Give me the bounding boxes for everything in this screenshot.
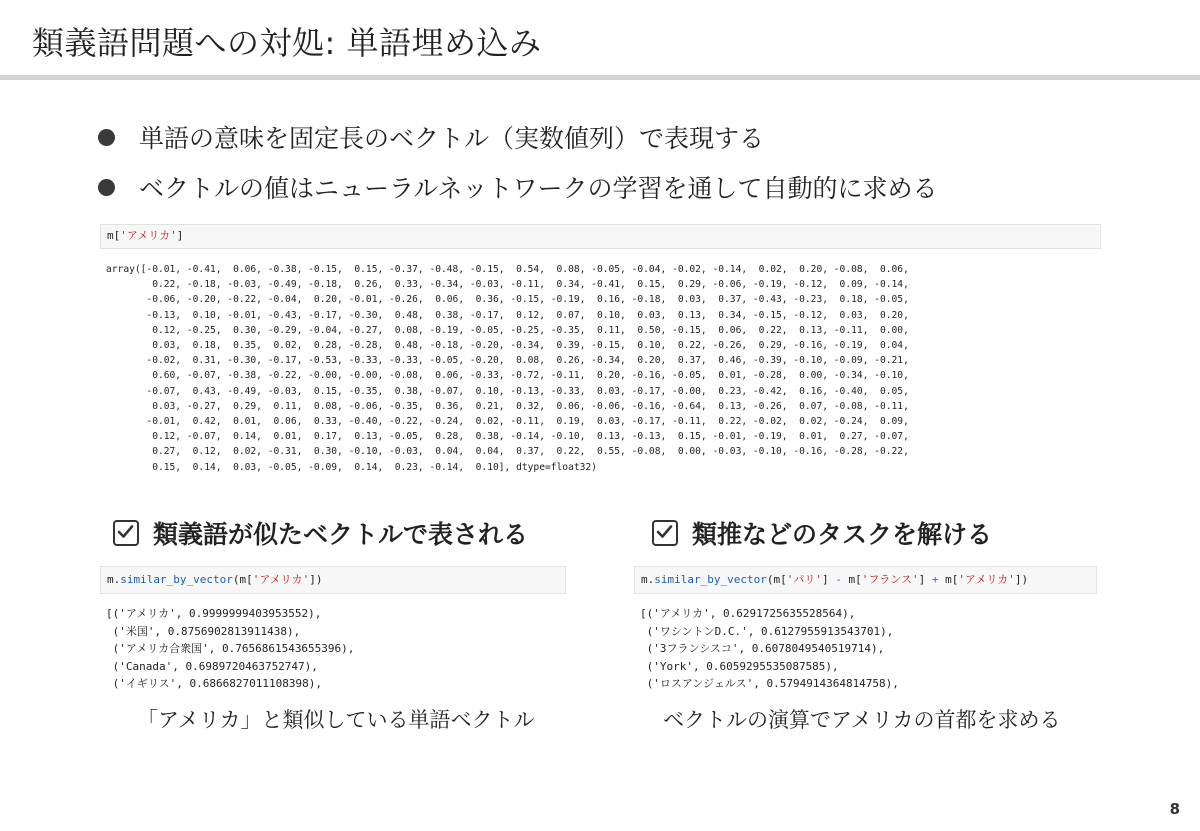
code-text: (m[	[232, 573, 253, 586]
code-text: m[	[107, 229, 121, 242]
checkbox-icon	[113, 520, 139, 546]
heading-text: 類義語が似たベクトルで表される	[153, 520, 529, 549]
bullet-text: ベクトルの値はニューラルネットワークの学習を通して自動的に求める	[139, 174, 938, 203]
code-string: 'パリ'	[786, 573, 822, 586]
code-function: similar_by_vector	[654, 573, 767, 586]
code-text: m[	[841, 573, 862, 586]
bullet-text: 単語の意味を固定長のベクトル（実数値列）で表現する	[139, 124, 765, 153]
code-string: 'フランス'	[861, 573, 919, 586]
code-string: 'アメリカ'	[958, 573, 1015, 586]
bullet-list	[98, 112, 938, 212]
right-section-heading	[652, 515, 992, 551]
right-caption: ベクトルの演算でアメリカの首都を求める	[663, 708, 1061, 732]
bullet-item	[98, 112, 938, 162]
slide-title: 類義語問題への対処: 単語埋め込み	[32, 24, 542, 62]
code-text: ])	[309, 573, 323, 586]
left-code-cell-output: [('アメリカ', 0.9999999403953552), ('米国', 0.8756902813911438), ('アメリカ合衆国', 0.7656861543655396), ('Canada', 0.6989720463752747), ('イギリス', 0.6866827011108398),	[106, 607, 355, 690]
bullet-item	[98, 162, 938, 212]
code-string: 'アメリカ'	[252, 573, 310, 586]
left-caption: 「アメリカ」と類似している単語ベクトル	[137, 708, 535, 732]
code-text: ]	[821, 573, 836, 586]
page-number: 8	[1169, 800, 1180, 818]
code-string: 'アメリカ'	[120, 229, 177, 242]
heading-text: 類推などのタスクを解ける	[692, 520, 993, 549]
code-text: (m[	[766, 573, 787, 586]
bullet-dot-icon	[98, 179, 115, 196]
main-code-cell-output: array([-0.01, -0.41, 0.06, -0.38, -0.15, 0.15, -0.37, -0.48, -0.15, 0.54, 0.08, -0.05, -0.04, -0.02, -0.14, 0.02, 0.20, -0.08, 0.06, 0.22, -0.18, -0.03, -0.49, -0.18, 0.26, 0.33, -0.34, -0.03, -0.11, 0.34, -0.41, 0.15, 0.29, -0.06, -0.19, -0.12, 0.09, -0.14, -0.06, -0.20, -0.22, -0.04, 0.20, -0.01, -0.26, 0.06, 0.36, -0.15, -0.19, 0.16, -0.18, 0.03, 0.37, -0.43, -0.23, 0.18, -0.05, -0.13, 0.10, -0.01, -0.43, -0.17, -0.30, 0.48, 0.38, -0.17, 0.12, 0.07, 0.10, 0.03, 0.13, 0.34, -0.15, -0.12, 0.03, 0.20, 0.12, -0.25, 0.30, -0.29, -0.04, -0.27, 0.08, -0.19, -0.05, -0.25, -0.35, 0.11, 0.50, -0.15, 0.06, 0.22, 0.13, -0.11, 0.00, 0.03, 0.18, 0.35, 0.02, 0.28, -0.28, 0.48, -0.18, -0.20, -0.34, 0.39, -0.15, 0.10, 0.22, -0.26, 0.29, -0.16, -0.19, 0.04, -0.02, 0.31, -0.30, -0.17, -0.53, -0.33, -0.33, -0.05, -0.20, 0.08, 0.26, -0.34, 0.20, 0.37, 0.46, -0.39, -0.10, -0.09, -0.21, 0.60, -0.07, -0.38, -0.22, -0.00, -0.00, -0.08, 0.06, -0.33, -0.72, -0.11, 0.20, -0.16, -0.05, 0.01, -0.28, 0.00, -0.34, -0.10, -0.07, 0.43, -0.49, -0.03, 0.15, -0.35, 0.38, -0.07, 0.10, -0.13, -0.33, 0.03, -0.17, -0.00, 0.23, -0.42, 0.16, -0.40, 0.05, 0.03, -0.27, 0.29, 0.11, 0.08, -0.06, -0.35, 0.36, 0.21, 0.32, 0.06, -0.06, -0.16, -0.64, 0.13, -0.26, 0.07, -0.08, -0.11, -0.01, 0.42, 0.01, 0.06, 0.33, -0.40, -0.22, -0.24, 0.02, -0.11, 0.19, 0.03, -0.17, -0.11, 0.22, -0.02, 0.02, -0.24, 0.09, 0.12, -0.07, 0.14, 0.01, 0.17, 0.13, -0.05, 0.28, 0.38, -0.14, -0.10, 0.13, -0.13, 0.15, -0.01, -0.19, 0.01, 0.27, -0.07, 0.27, 0.12, 0.02, -0.31, 0.30, -0.10, -0.03, 0.04, 0.04, 0.37, 0.22, 0.55, -0.08, 0.00, -0.03, -0.10, -0.16, -0.28, -0.22, 0.15, 0.14, 0.03, -0.05, -0.09, 0.14, 0.23, -0.14, 0.10], dtype=float32)	[106, 264, 909, 473]
left-section-heading	[113, 515, 528, 551]
code-text: m.	[641, 573, 655, 586]
code-text: ])	[1014, 573, 1029, 586]
code-text: ]	[176, 229, 184, 242]
code-function: similar_by_vector	[120, 573, 233, 586]
checkbox-icon	[652, 520, 678, 546]
bullet-dot-icon	[98, 129, 115, 146]
code-operator: -	[835, 573, 842, 586]
code-text: ]	[918, 573, 932, 586]
code-operator: +	[931, 573, 939, 586]
main-code-cell-input	[100, 224, 1101, 249]
right-code-cell-input	[634, 566, 1097, 594]
left-code-cell-input	[100, 566, 566, 594]
title-divider	[0, 75, 1200, 80]
right-code-cell-output: [('アメリカ', 0.6291725635528564), ('ワシントンD.C.', 0.6127955913543701), ('3フランシスコ', 0.6078049540519714), ('York', 0.6059295535087585), ('ロスアンジェルス', 0.5794914364814758),	[640, 607, 899, 690]
code-text: m[	[938, 573, 959, 586]
code-text: m.	[107, 573, 121, 586]
